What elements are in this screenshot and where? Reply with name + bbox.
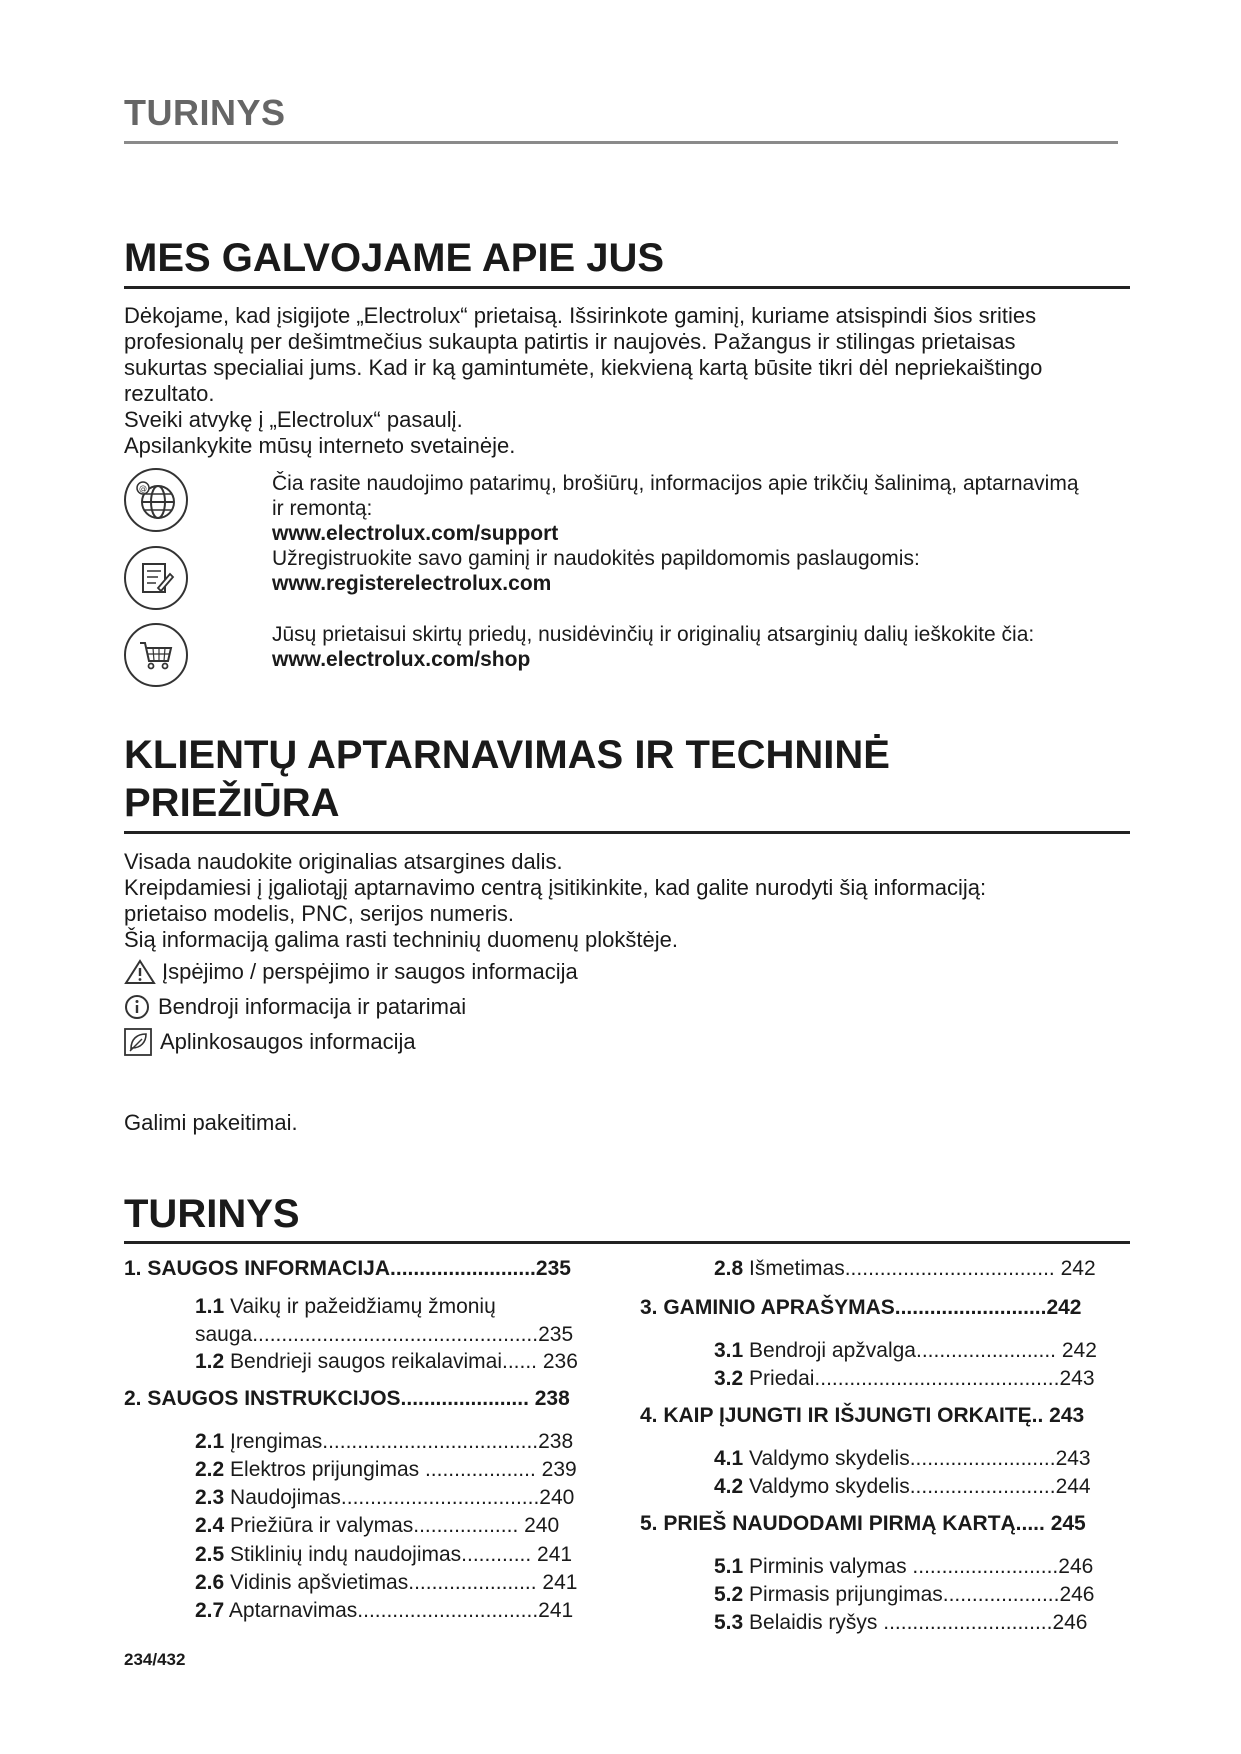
section-title-line: PRIEŽIŪRA (124, 781, 340, 825)
toc-label: Vidinis apšvietimas...................... 241 (230, 1571, 578, 1594)
toc-entry-sub[interactable] (195, 1541, 572, 1569)
toc-number: 2.5 (195, 1543, 225, 1566)
intro-line: profesionalų per dešimtmečius sukaupta patirtis ir naujovės. Pažangus ir stilingas prietaisas (124, 329, 1016, 354)
legend-environment (124, 1028, 416, 1056)
toc-label: Įrengimas.....................................238 (230, 1430, 574, 1453)
visit-line: Apsilankykite mūsų interneto svetainėje. (124, 433, 516, 458)
toc-entry-sub[interactable] (195, 1348, 578, 1376)
toc-entry-sub[interactable] (195, 1569, 577, 1597)
warning-icon (124, 959, 156, 985)
toc-number: 2.2 (195, 1458, 225, 1481)
legend-info-label: Bendroji informacija ir patarimai (158, 994, 467, 1019)
toc-label: Priedai..........................................243 (749, 1367, 1095, 1390)
intro-line: rezultato. (124, 381, 215, 406)
toc-number: 5.3 (714, 1611, 744, 1634)
section-title-service (124, 731, 890, 827)
intro-text (124, 303, 1134, 459)
toc-entry-sub[interactable] (714, 1365, 1095, 1393)
legend-warning-label: Įspėjimo / perspėjimo ir saugos informacija (162, 959, 578, 984)
toc-entry-main[interactable]: 2. SAUGOS INSTRUKCIJOS...................... 238 (124, 1387, 570, 1410)
globe-icon (124, 468, 188, 532)
toc-number: 5.2 (714, 1583, 744, 1606)
toc-number: 2.3 (195, 1486, 225, 1509)
shop-text: Jūsų prietaisui skirtų priedų, nusidėvinčių ir originalių atsarginių dalių ieškokite čia: (272, 623, 1035, 646)
toc-entry-sub[interactable] (195, 1597, 573, 1625)
toc-label: Priežiūra ir valymas.................. 240 (230, 1514, 560, 1537)
section-title-about: MES GALVOJAME APIE JUS (124, 236, 665, 280)
shop-block (272, 622, 1152, 672)
toc-number: 2.4 (195, 1514, 225, 1537)
register-icon (124, 546, 188, 610)
section-divider (124, 286, 1130, 289)
register-text: Užregistruokite savo gaminį ir naudokitės papildomomis paslaugomis: (272, 547, 920, 570)
section-title-line: KLIENTŲ APTARNAVIMAS IR TECHNINĖ (124, 733, 890, 777)
toc-label: Valdymo skydelis.........................243 (749, 1447, 1091, 1470)
support-text: ir remontą: (272, 497, 373, 520)
support-link[interactable]: www.electrolux.com/support (272, 522, 559, 545)
toc-number: 2.6 (195, 1571, 225, 1594)
toc-entry-main[interactable]: 5. PRIEŠ NAUDODAMI PIRMĄ KARTĄ..... 245 (640, 1512, 1086, 1535)
service-line: Kreipdamiesi į įgaliotąjį aptarnavimo centrą įsitikinkite, kad galite nurodyti šią informaciją: (124, 875, 987, 900)
toc-entry-sub[interactable] (714, 1581, 1095, 1609)
toc-label: Bendrieji saugos reikalavimai...... 236 (230, 1350, 578, 1373)
toc-number: 3.2 (714, 1367, 744, 1390)
svg-text:@: @ (139, 484, 147, 493)
shop-link[interactable]: www.electrolux.com/shop (272, 648, 531, 671)
toc-entry-sub[interactable] (714, 1255, 1096, 1283)
toc-entry-sub[interactable] (714, 1473, 1091, 1501)
register-link[interactable]: www.registerelectrolux.com (272, 572, 552, 595)
toc-entry-sub[interactable] (195, 1456, 577, 1484)
toc-number: 5.1 (714, 1555, 744, 1578)
leaf-icon (124, 1028, 154, 1056)
toc-entry-main[interactable]: 1. SAUGOS INFORMACIJA.........................235 (124, 1257, 571, 1280)
toc-number: 2.1 (195, 1430, 225, 1453)
toc-number: 2.8 (714, 1257, 744, 1280)
toc-number: 1.2 (195, 1350, 225, 1373)
intro-line: Dėkojame, kad įsigijote „Electrolux“ prietaisą. Išsirinkote gaminį, kuriame atsispindi šios srities (124, 303, 1037, 328)
shopping-cart-icon (124, 623, 188, 687)
service-line: prietaiso modelis, PNC, serijos numeris. (124, 901, 515, 926)
toc-entry-main[interactable]: 4. KAIP ĮJUNGTI IR IŠJUNGTI ORKAITĘ.. 243 (640, 1404, 1085, 1427)
welcome-line: Sveiki atvykę į „Electrolux“ pasaulį. (124, 407, 463, 432)
toc-entry-sub[interactable] (714, 1553, 1093, 1581)
toc-label: Pirminis valymas .........................246 (749, 1555, 1094, 1578)
toc-label: Išmetimas.................................... 242 (749, 1257, 1096, 1280)
toc-label: Valdymo skydelis.........................244 (749, 1475, 1091, 1498)
toc-label: Elektros prijungimas ................... 239 (230, 1458, 577, 1481)
toc-entry-continued[interactable]: sauga.................................................235 (195, 1323, 574, 1346)
toc-number: 3.1 (714, 1339, 744, 1362)
toc-entry-sub[interactable] (195, 1484, 574, 1512)
toc-entry-sub[interactable] (714, 1445, 1091, 1473)
toc-entry-sub[interactable] (195, 1428, 573, 1456)
toc-number: 4.2 (714, 1475, 744, 1498)
toc-entry-sub[interactable] (714, 1337, 1097, 1365)
header-title: TURINYS (124, 92, 286, 133)
service-line: Visada naudokite originalias atsargines dalis. (124, 849, 563, 874)
toc-label: Belaidis ryšys .............................246 (749, 1611, 1088, 1634)
toc-number: 2.7 (195, 1599, 225, 1622)
header-divider (124, 141, 1118, 144)
toc-label: Naudojimas..................................240 (230, 1486, 575, 1509)
changes-note: Galimi pakeitimai. (124, 1110, 298, 1135)
toc-number: 4.1 (714, 1447, 744, 1470)
service-line: Šią informaciją galima rasti techninių duomenų plokštėje. (124, 927, 678, 952)
intro-line: sukurtas specialiai jums. Kad ir ką gamintumėte, kiekvieną kartą būsite tikri dėl nepriekaištingo (124, 355, 1043, 380)
toc-label: Pirmasis prijungimas....................246 (749, 1583, 1095, 1606)
toc-label: Stiklinių indų naudojimas............ 241 (230, 1543, 573, 1566)
toc-number: 1.1 (195, 1295, 225, 1318)
toc-label: Vaikų ir pažeidžiamų žmonių (230, 1295, 496, 1318)
legend-info (124, 993, 466, 1021)
section-divider (124, 831, 1130, 834)
toc-title: TURINYS (124, 1192, 300, 1236)
page-number: 234/432 (124, 1650, 186, 1669)
toc-entry-main[interactable]: 3. GAMINIO APRAŠYMAS..........................242 (640, 1296, 1082, 1319)
support-text: Čia rasite naudojimo patarimų, brošiūrų, informacijos apie trikčių šalinimą, aptarnavimą (272, 472, 1079, 495)
support-block (272, 471, 1152, 596)
toc-label: Aptarnavimas...............................241 (228, 1599, 574, 1622)
toc-label: Bendroji apžvalga........................ 242 (749, 1339, 1097, 1362)
legend-warning (124, 958, 578, 986)
section-divider (124, 1241, 1130, 1244)
toc-entry-sub[interactable] (714, 1609, 1088, 1637)
info-icon (124, 994, 152, 1020)
toc-entry-sub[interactable] (195, 1293, 496, 1321)
service-text (124, 849, 1134, 953)
toc-entry-sub[interactable] (195, 1512, 559, 1540)
legend-environment-label: Aplinkosaugos informacija (160, 1029, 416, 1054)
